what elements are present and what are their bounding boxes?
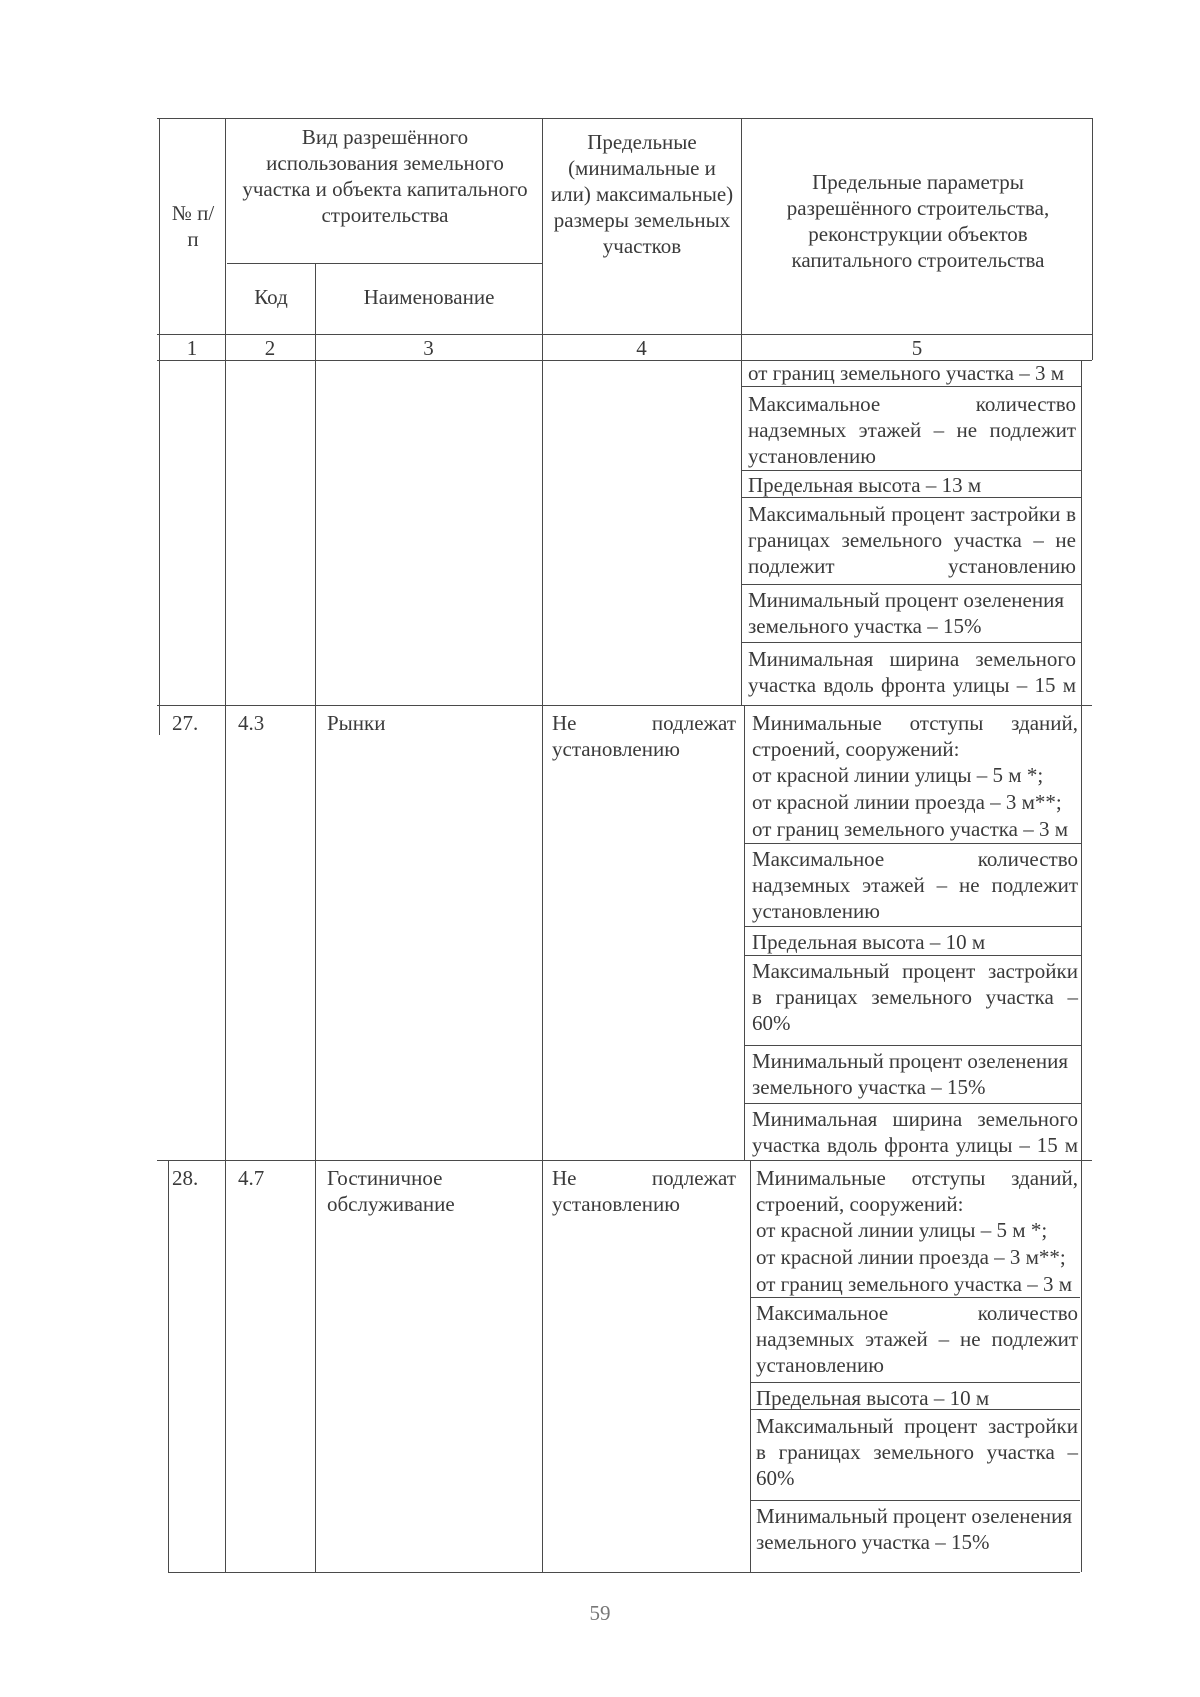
- param-divider: [741, 642, 1081, 643]
- param-divider: [744, 955, 1082, 956]
- table-left-border-lower: [168, 1160, 169, 1572]
- param-divider: [744, 843, 1082, 844]
- subheader-rule: [227, 263, 542, 264]
- row-divider-28: [157, 1160, 1092, 1161]
- row-name: Гостиничное обслуживание: [327, 1166, 455, 1216]
- param-text: от границ земельного участка – 3 м: [756, 1272, 1073, 1296]
- col-divider-4b: [744, 705, 745, 1160]
- param-divider: [741, 386, 1081, 387]
- param-text: Минимальный процент озеленения земельного участка – 15%: [756, 1504, 1073, 1554]
- param-divider: [750, 1500, 1080, 1501]
- param-text: Минимальная ширина земельного участка вдоль фронта улицы – 15 м: [748, 647, 1076, 697]
- header-col2-code: Код: [254, 285, 288, 309]
- table-left-border: [159, 118, 160, 735]
- param-text: Минимальный процент озеленения земельного участка – 15%: [752, 1049, 1069, 1099]
- col-number-4: 4: [636, 336, 647, 360]
- header-col1: № п/п: [171, 201, 215, 251]
- param-text: Максимальное количество надземных этажей – не подлежит установлению: [748, 392, 1076, 468]
- col-number-3: 3: [423, 336, 434, 360]
- param-text: от красной линии улицы – 5 м *;: [756, 1218, 1048, 1242]
- param-text: Максимальное количество надземных этажей – не подлежит установлению: [752, 847, 1078, 923]
- header-col4: Предельные (минимальные и или) максимальные) размеры земельных участков: [550, 130, 734, 258]
- param-text: от красной линии улицы – 5 м *;: [752, 763, 1044, 787]
- param-text: от границ земельного участка – 3 м: [752, 817, 1069, 841]
- col-number-5: 5: [911, 336, 923, 360]
- param-text: Минимальные отступы зданий, строений, сооружений:: [756, 1166, 1078, 1216]
- row-size: Не подлежат установлению: [552, 1166, 736, 1216]
- param-text: Минимальная ширина земельного участка вдоль фронта улицы – 15 м: [752, 1107, 1078, 1157]
- param-text: от границ земельного участка – 3 м: [748, 361, 1065, 385]
- col-divider-4c: [750, 1160, 751, 1572]
- param-text: Максимальный процент застройки в границах земельного участка – не подлежит установлению: [748, 502, 1076, 578]
- param-divider: [750, 1297, 1080, 1298]
- col-divider-2: [315, 263, 316, 1572]
- table-top-border: [157, 118, 1092, 119]
- page-number: 59: [589, 1601, 611, 1625]
- table-right-border: [1092, 118, 1093, 360]
- param-divider: [741, 584, 1081, 585]
- row-number: 27.: [172, 711, 199, 735]
- row-number: 28.: [172, 1166, 199, 1190]
- param-divider: [741, 470, 1081, 471]
- param-text: Максимальный процент застройки в границах земельного участка – 60%: [752, 959, 1078, 1035]
- param-text: Предельная высота – 10 м: [756, 1386, 990, 1410]
- param-text: от красной линии проезда – 3 м**;: [752, 790, 1062, 814]
- header-col2-group: Вид разрешённого использования земельного участка и объекта капитального строительства: [242, 125, 528, 227]
- header-col5: Предельные параметры разрешённого строительства, реконструкции объектов капитального строительства: [786, 170, 1050, 272]
- table-right-border-lower: [1081, 360, 1082, 1572]
- header-col2-name: Наименование: [363, 285, 495, 309]
- param-divider: [744, 1103, 1082, 1104]
- col-number-2: 2: [264, 336, 276, 360]
- param-text: Минимальный процент озеленения земельного участка – 15%: [748, 588, 1065, 638]
- row-code: 4.7: [238, 1166, 265, 1190]
- row-size: Не подлежат установлению: [552, 711, 736, 761]
- table-bottom-border: [168, 1572, 1080, 1573]
- row-name: Рынки: [327, 711, 386, 735]
- param-text: Максимальный процент застройки в границах земельного участка – 60%: [756, 1414, 1078, 1490]
- param-text: от красной линии проезда – 3 м**;: [756, 1245, 1066, 1269]
- col-divider-4: [741, 118, 742, 705]
- row-divider-27: [157, 705, 1092, 706]
- param-text: Минимальные отступы зданий, строений, сооружений:: [752, 711, 1078, 761]
- param-text: Максимальное количество надземных этажей – не подлежит установлению: [756, 1301, 1078, 1377]
- param-divider: [744, 1045, 1082, 1046]
- row-code: 4.3: [238, 711, 265, 735]
- param-divider: [744, 926, 1082, 927]
- param-divider: [750, 1382, 1080, 1383]
- col-number-1: 1: [186, 336, 198, 360]
- param-text: Предельная высота – 13 м: [748, 473, 982, 497]
- param-text: Предельная высота – 10 м: [752, 930, 986, 954]
